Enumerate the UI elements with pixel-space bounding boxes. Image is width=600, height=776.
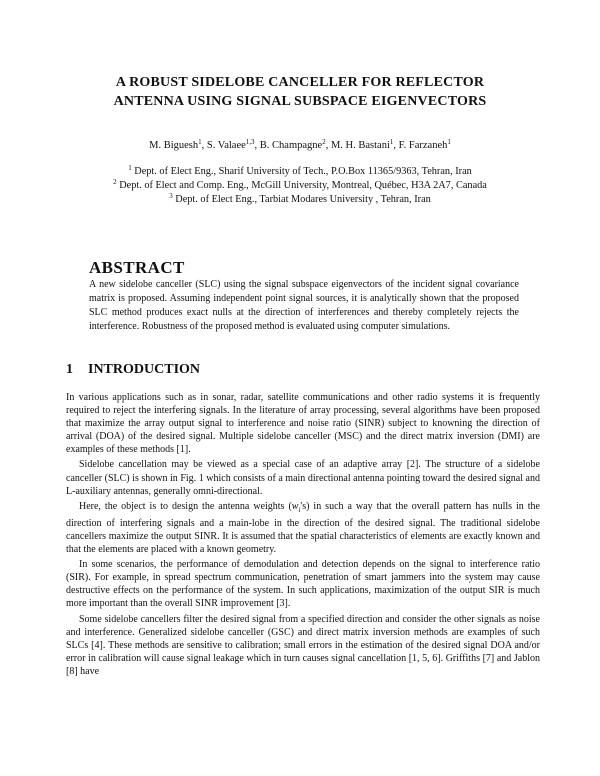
paragraph-text: Here, the object is to design the antenna weights (	[79, 500, 292, 512]
title-line-1: A ROBUST SIDELOBE CANCELLER FOR REFLECTOR	[115, 75, 485, 90]
author-affil-mark: 1	[198, 138, 202, 146]
author-name: B. Champagne	[259, 140, 323, 151]
weight-symbol: w	[291, 500, 299, 512]
section-number: 1	[66, 362, 73, 377]
paragraph: Sidelobe cancellation may be viewed as a special case of an adaptive array [2]. The structure of a sidelobe canceller (SLC) is shown in Fig. 1 which consists of a main directional antenna pointing toward the desired signal and L-auxiliary antennas, generally omni-directional.	[66, 459, 540, 497]
affiliation	[20, 193, 580, 207]
section-body	[66, 391, 540, 680]
paragraph	[66, 500, 540, 556]
affiliation-mark: 2	[113, 178, 117, 186]
abstract-heading: ABSTRACT	[89, 258, 185, 277]
author-affil-mark: 1,3	[245, 138, 255, 146]
section-heading	[66, 362, 200, 378]
author-name: M. Biguesh	[149, 140, 199, 151]
affiliation	[20, 179, 580, 193]
weight-index: i	[298, 505, 301, 514]
author-list: M. Biguesh$^1$, S. Valaee$^{1,3}$, B. Champagne$^2$, M. H. Bastani$^1$, F. Farzaneh$^1$	[149, 138, 451, 151]
affiliation-list	[20, 165, 580, 207]
abstract-text: A new sidelobe canceller (SLC) using the signal subspace eigenvectors of the incident signal covariance matrix is proposed. Assuming independent point signal sources, it is analytically shown that the proposed SLC method produces exact nulls at the direction of interferences and thereby completely rejects the interference. Robustness of the proposed method is evaluated using computer simulations.	[89, 279, 519, 332]
author-name: F. Farzaneh	[398, 140, 448, 151]
affiliation-text: Dept. of Elect and Comp. Eng., McGill University, Montreal, Québec, H3A 2A7, Canada	[119, 180, 487, 191]
author-affil-mark: 1	[389, 138, 394, 146]
affiliation-text: Dept. of Elect Eng., Tarbiat Modares University , Tehran, Iran	[175, 194, 431, 205]
affiliation-mark: 3	[169, 192, 173, 200]
paper-title	[40, 73, 560, 111]
paragraph-text: 's) in such a way that the overall pattern has nulls in the direction of interfering signals and a main-lobe in the direction of the desired signal. The traditional sidelobe cancellers maximize the output SINR. It is assumed that the spatial characteristics of elements are exactly known and that the elements are placed with a known geometry.	[66, 500, 540, 556]
paragraph: Some sidelobe cancellers filter the desired signal from a specified direction and consider the other signals as noise and interference. Generalized sidelobe canceller (GSC) and direct matrix inversion methods are examples of such SLCs [4]. These methods are sensitive to calibration; small errors in the estimation of the desired signal DOA and/or error in calibration will cause signal leakage which in turn causes signal cancellation [1, 5, 6]. Griffiths [7] and Jablon [8] have	[66, 613, 540, 677]
paragraph: In some scenarios, the performance of demodulation and detection depends on the signal to interference ratio (SIR). For example, in spread spectrum communication, penetration of smart jammers into the system may cause destructive effects on the performance of the system. In such applications, maximization of the output SIR is much more important than the overall SINR improvement [3].	[66, 559, 540, 610]
affiliation-text: Dept. of Elect Eng., Sharif University of Tech., P.O.Box 11365/9363, Tehran, Iran	[134, 166, 472, 177]
paragraph: In various applications such as in sonar, radar, satellite communications and other radio systems it is frequently required to reject the interfering signals. In the literature of array processing, several algorithms have been proposed that maximize the array output signal to interference and noise ratio (SINR) subject to knowning the direction of arrival (DOA) of the desired signal. Multiple sidelobe canceller (MSC) and the direct matrix inversion (DMI) are examples of these methods [1].	[66, 392, 540, 456]
title-line-2: ANTENNA USING SIGNAL SUBSPACE EIGENVECTORS	[113, 94, 487, 109]
section-title: INTRODUCTION	[88, 362, 201, 377]
author-affil-mark: 1	[447, 138, 451, 146]
affiliation	[20, 165, 580, 179]
author-name: M. H. Bastani	[330, 140, 390, 151]
affiliation-mark: 1	[128, 164, 132, 172]
author-affil-mark: 2	[322, 138, 326, 146]
author-name: S. Valaee	[206, 140, 246, 151]
